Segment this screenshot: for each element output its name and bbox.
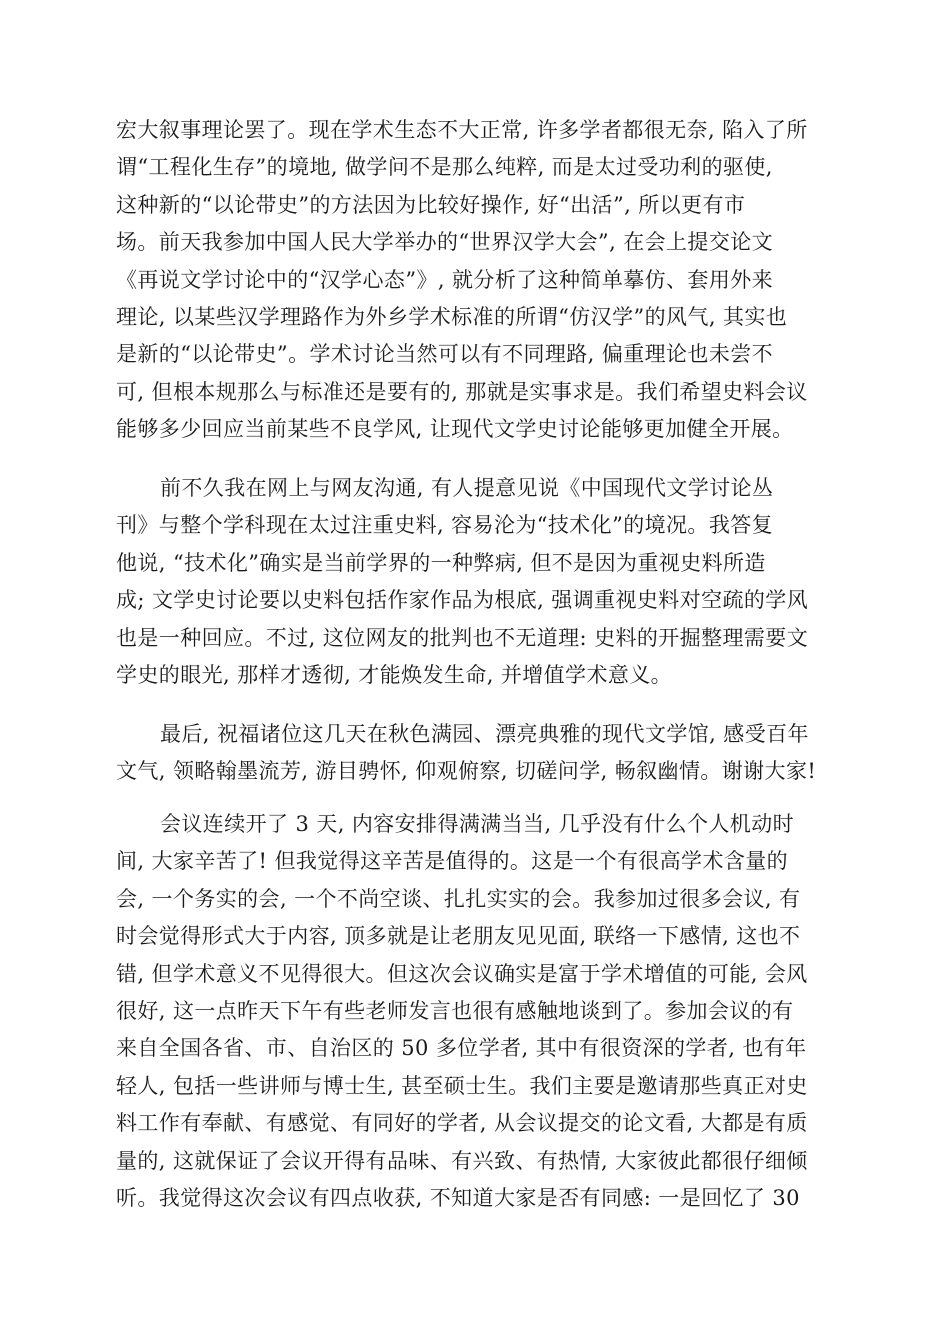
- text-line: 成; 文学史讨论要以史料包括作家作品为根底, 强调重视史料对空疏的学风: [116, 588, 809, 613]
- text-line: 听。我觉得这次会议有四点收获, 不知道大家是否有同感: 一是回忆了 30: [116, 1186, 800, 1211]
- text-line: 会, 一个务实的会, 一个不尚空谈、扎扎实实的会。我参加过很多会议, 有: [116, 886, 801, 911]
- text-line: 最后, 祝福诸位这几天在秋色满园、漂亮典雅的现代文学馆, 感受百年: [160, 722, 809, 746]
- text-line: 他说, “技术化”确实是当前学界的一种弊病, 但不是因为重视史料所造: [116, 550, 766, 575]
- text-line: 间, 大家辛苦了! 但我觉得这辛苦是值得的。这是一个有很高学术含量的: [116, 849, 789, 874]
- text-line: 会议连续开了 3 天, 内容安排得满满当当, 几乎没有什么个人机动时: [160, 812, 795, 836]
- text-line: 场。前天我参加中国人民大学举办的“世界汉学大会”, 在会上提交论文: [116, 230, 774, 255]
- text-line: 也是一种回应。不过, 这位网友的批判也不无道理: 史料的开掘整理需要文: [116, 625, 809, 650]
- text-line: 是新的“以论带史”。学术讨论当然可以有不同理路, 偏重理论也未尝不: [116, 342, 774, 367]
- paragraph-3: [116, 716, 836, 791]
- text-line: 料工作有奉献、有感觉、有同好的学者, 从会议提交的论文看, 大都是有质: [116, 1111, 808, 1136]
- text-line: 错, 但学术意义不见得很大。但这次会议确实是富于学术增值的可能, 会风: [116, 961, 808, 986]
- paragraph-2: [116, 470, 836, 694]
- paragraph-4: [116, 806, 836, 1217]
- text-line: 文气, 领略翰墨流芳, 游目骋怀, 仰观俯察, 切磋问学, 畅叙幽情。谢谢大家!: [116, 759, 817, 784]
- paragraph-1: [116, 112, 836, 449]
- text-line: 能够多少回应当前某些不良学风, 让现代文学史讨论能够更加健全开展。: [116, 417, 794, 442]
- text-line: 量的, 这就保证了会议开得有品味、有兴致、有热情, 大家彼此都很仔细倾: [116, 1148, 808, 1173]
- text-line: 这种新的“以论带史”的方法因为比较好操作, 好“出活”, 所以更有市: [116, 192, 746, 217]
- text-line: 谓“工程化生存”的境地, 做学问不是那么纯粹, 而是太过受功利的驱使,: [116, 155, 773, 180]
- text-line: 学史的眼光, 那样才透彻, 才能焕发生命, 并增值学术意义。: [116, 663, 673, 688]
- text-line: 很好, 这一点昨天下午有些老师发言也很有感触地谈到了。参加会议的有: [116, 999, 794, 1024]
- text-line: 《再说文学讨论中的“汉学心态”》, 就分析了这种简单摹仿、套用外来: [116, 267, 774, 292]
- text-line: 宏大叙事理论罢了。现在学术生态不大正常, 许多学者都很无奈, 陷入了所: [116, 118, 808, 142]
- text-line: 理论, 以某些汉学理路作为外乡学术标准的所谓“仿汉学”的风气, 其实也: [116, 305, 788, 330]
- text-line: 来自全国各省、市、自治区的 50 多位学者, 其中有很资深的学者, 也有年: [116, 1036, 807, 1061]
- text-line: 时会觉得形式大于内容, 顶多就是让老朋友见见面, 联络一下感情, 这也不: [116, 924, 801, 949]
- text-line: 轻人, 包括一些讲师与博士生, 甚至硕士生。我们主要是邀请那些真正对史: [116, 1073, 808, 1098]
- text-line: 可, 但根本规那么与标准还是要有的, 那就是实事求是。我们希望史料会议: [116, 379, 808, 404]
- text-line: 前不久我在网上与网友沟通, 有人提意见说《中国现代文学讨论丛: [160, 476, 774, 500]
- text-line: 刊》与整个学科现在太过注重史料, 容易沦为“技术化”的境况。我答复: [116, 513, 774, 538]
